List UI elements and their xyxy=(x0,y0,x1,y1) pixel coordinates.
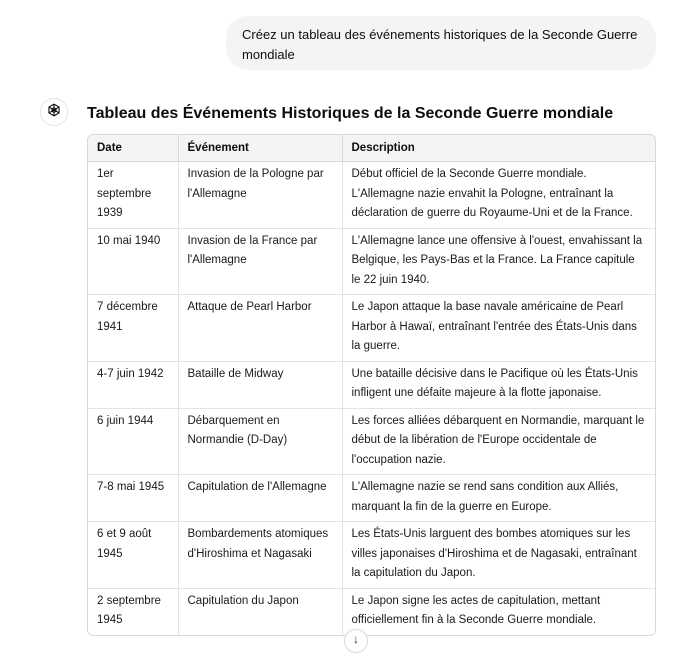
arrow-down-icon: ↓ xyxy=(353,632,359,646)
cell-description: Le Japon signe les actes de capitulation, mettant officiellement fin à la Seconde Guerre mondiale. xyxy=(351,594,601,626)
table-row xyxy=(88,162,655,229)
column-header-date: Date xyxy=(88,135,178,162)
cell-date: 7-8 mai 1945 xyxy=(88,475,178,522)
cell-event: Débarquement en Normandie (D-Day) xyxy=(178,408,342,475)
cell-event: Bombardements atomiques d'Hiroshima et Nagasaki xyxy=(178,522,342,589)
table-row xyxy=(88,361,655,408)
cell-description: Les États-Unis larguent des bombes atomiques sur les villes japonaises d'Hiroshima et de Nagasaki, entraînant la capitulation du Japon. xyxy=(342,522,655,589)
events-table xyxy=(87,134,656,636)
column-header-description: Description xyxy=(342,135,655,162)
cell-event: Capitulation du Japon xyxy=(178,588,342,635)
table-row xyxy=(88,408,655,475)
cell-date: 6 et 9 août 1945 xyxy=(88,522,178,589)
cell-event: Bataille de Midway xyxy=(178,361,342,408)
column-header-event: Événement xyxy=(178,135,342,162)
cell-description: Une bataille décisive dans le Pacifique où les États-Unis infligent une défaite majeure à la flotte japonaise. xyxy=(342,361,655,408)
cell-date: 1er septembre 1939 xyxy=(88,162,178,229)
response-title: Tableau des Événements Historiques de la Seconde Guerre mondiale xyxy=(87,105,614,122)
cell-description: Début officiel de la Seconde Guerre mondiale. L'Allemagne nazie envahit la Pologne, entraînant la déclaration de guerre du Royaume-Uni et de la France. xyxy=(342,162,655,229)
table-row xyxy=(88,588,655,635)
cell-event: Capitulation de l'Allemagne xyxy=(178,475,342,522)
cell-event: Invasion de la Pologne par l'Allemagne xyxy=(178,162,342,229)
cell-event: Attaque de Pearl Harbor xyxy=(178,295,342,362)
table-row xyxy=(88,475,655,522)
user-message-bubble xyxy=(226,16,656,70)
cell-date: 6 juin 1944 xyxy=(88,408,178,475)
cell-description: Les forces alliées débarquent en Normandie, marquant le début de la libération de l'Europe occidentale de l'occupation nazie. xyxy=(342,408,655,475)
cell-description: L'Allemagne nazie se rend sans condition aux Alliés, marquant la fin de la guerre en Europe. xyxy=(342,475,655,522)
cell-event: Invasion de la France par l'Allemagne xyxy=(178,228,342,295)
cell-date: 7 décembre 1941 xyxy=(88,295,178,362)
table-header-row xyxy=(88,135,655,162)
cell-description: L'Allemagne lance une offensive à l'ouest, envahissant la Belgique, les Pays-Bas et la France. La France capitule le 22 juin 1940. xyxy=(342,228,655,295)
cell-description: Le Japon attaque la base navale américaine de Pearl Harbor à Hawaï, entraînant l'entrée des États-Unis dans la guerre. xyxy=(342,295,655,362)
cell-date: 4-7 juin 1942 xyxy=(88,361,178,408)
scroll-to-bottom-button[interactable] xyxy=(344,629,368,653)
assistant-avatar xyxy=(40,98,68,126)
table-row xyxy=(88,228,655,295)
user-message-text: Créez un tableau des événements historiques de la Seconde Guerre mondiale xyxy=(242,27,638,62)
table-row xyxy=(88,522,655,589)
cell-date: 2 septembre 1945 xyxy=(88,588,178,635)
cell-date: 10 mai 1940 xyxy=(88,228,178,295)
table-row xyxy=(88,295,655,362)
openai-logo-icon xyxy=(46,102,62,123)
